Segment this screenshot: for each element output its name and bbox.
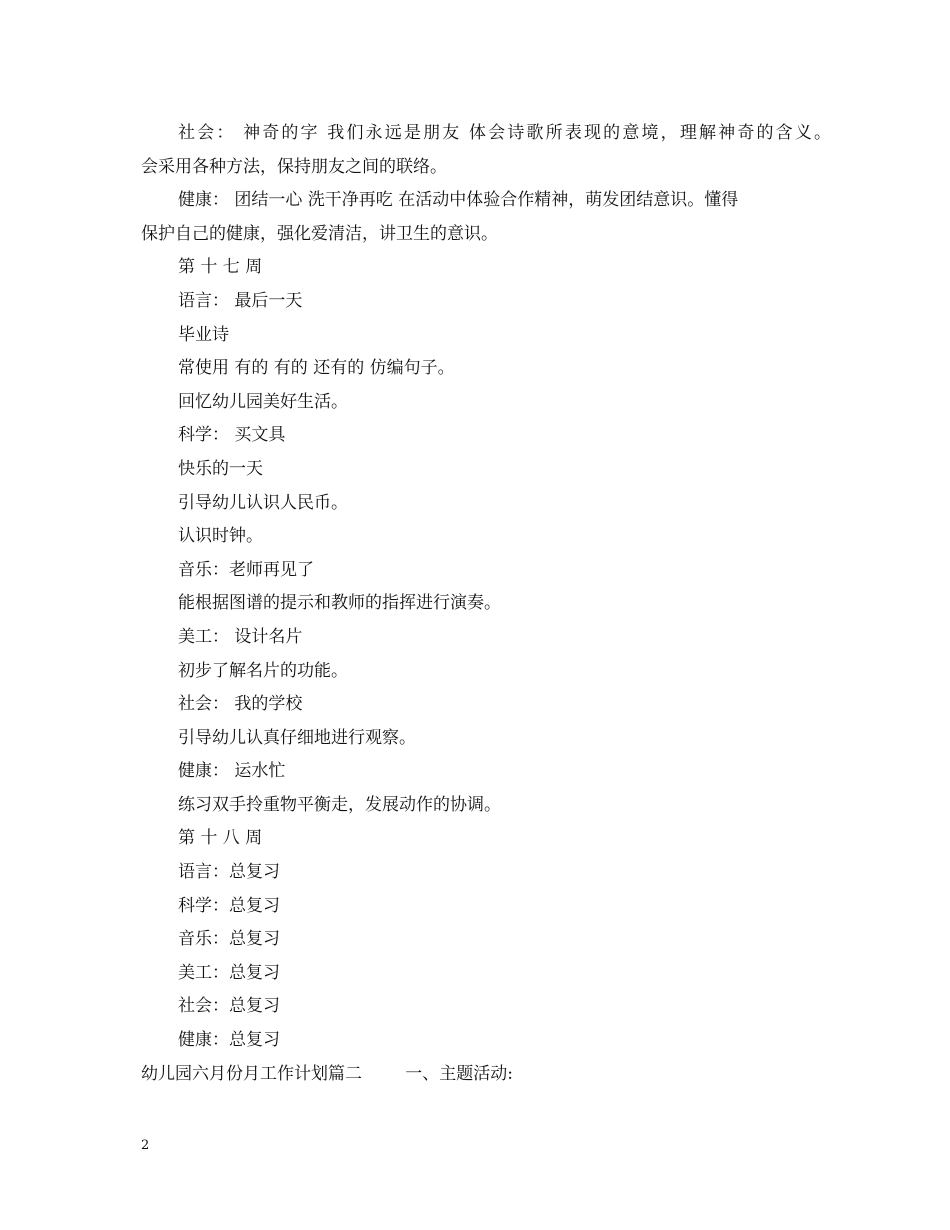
paragraph-graduation-poem: 毕业诗 <box>178 324 229 345</box>
paragraph-health-17: 健康： 运水忙 <box>178 761 286 782</box>
paragraph-language-18: 语言：总复习 <box>178 862 280 883</box>
paragraph-social-17: 社会： 我的学校 <box>178 694 303 715</box>
paragraph-recall-kindergarten: 回忆幼儿园美好生活。 <box>178 391 348 412</box>
document-body <box>141 117 831 1091</box>
paragraph-music-goal: 能根据图谱的提示和教师的指挥进行演奏。 <box>178 593 501 614</box>
paragraph-art-18: 美工：总复习 <box>178 962 280 983</box>
section-heading-plan-two: 幼儿园六月份月工作计划篇二 一、主题活动: <box>141 1063 513 1084</box>
paragraph-music-18: 音乐：总复习 <box>178 929 280 950</box>
paragraph-social-1-cont: 会采用各种方法，保持朋友之间的联络。 <box>141 156 447 177</box>
week-18-heading: 第 十 八 周 <box>178 828 263 849</box>
paragraph-language-17: 语言： 最后一天 <box>178 290 303 311</box>
paragraph-science-18: 科学：总复习 <box>178 895 280 916</box>
paragraph-health-goal: 练习双手拎重物平衡走，发展动作的协调。 <box>178 794 501 815</box>
paragraph-rmb: 引导幼儿认识人民币。 <box>178 492 348 513</box>
paragraph-happy-day: 快乐的一天 <box>178 458 263 479</box>
paragraph-music-17: 音乐：老师再见了 <box>178 559 314 580</box>
paragraph-sentence-practice: 常使用 有的 有的 还有的 仿编句子。 <box>178 358 455 379</box>
paragraph-science-17: 科学： 买文具 <box>178 425 286 446</box>
paragraph-social-18: 社会：总复习 <box>178 996 280 1017</box>
paragraph-art-goal: 初步了解名片的功能。 <box>178 660 348 681</box>
paragraph-health-18: 健康：总复习 <box>178 1030 280 1051</box>
page-number: 2 <box>141 1138 150 1153</box>
paragraph-social-goal: 引导幼儿认真仔细地进行观察。 <box>178 727 416 748</box>
paragraph-social-1: 社会： 神奇的字 我们永远是朋友 体会诗歌所表现的意境，理解神奇的含义。 <box>178 123 831 143</box>
week-17-heading: 第 十 七 周 <box>178 257 263 278</box>
paragraph-health-1-cont: 保护自己的健康，强化爱清洁，讲卫生的意识。 <box>141 223 498 244</box>
paragraph-clock: 认识时钟。 <box>178 526 263 547</box>
paragraph-health-1: 健康： 团结一心 洗干净再吃 在活动中体验合作精神，萌发团结意识。懂得 <box>178 190 739 211</box>
paragraph-art-17: 美工： 设计名片 <box>178 626 303 647</box>
